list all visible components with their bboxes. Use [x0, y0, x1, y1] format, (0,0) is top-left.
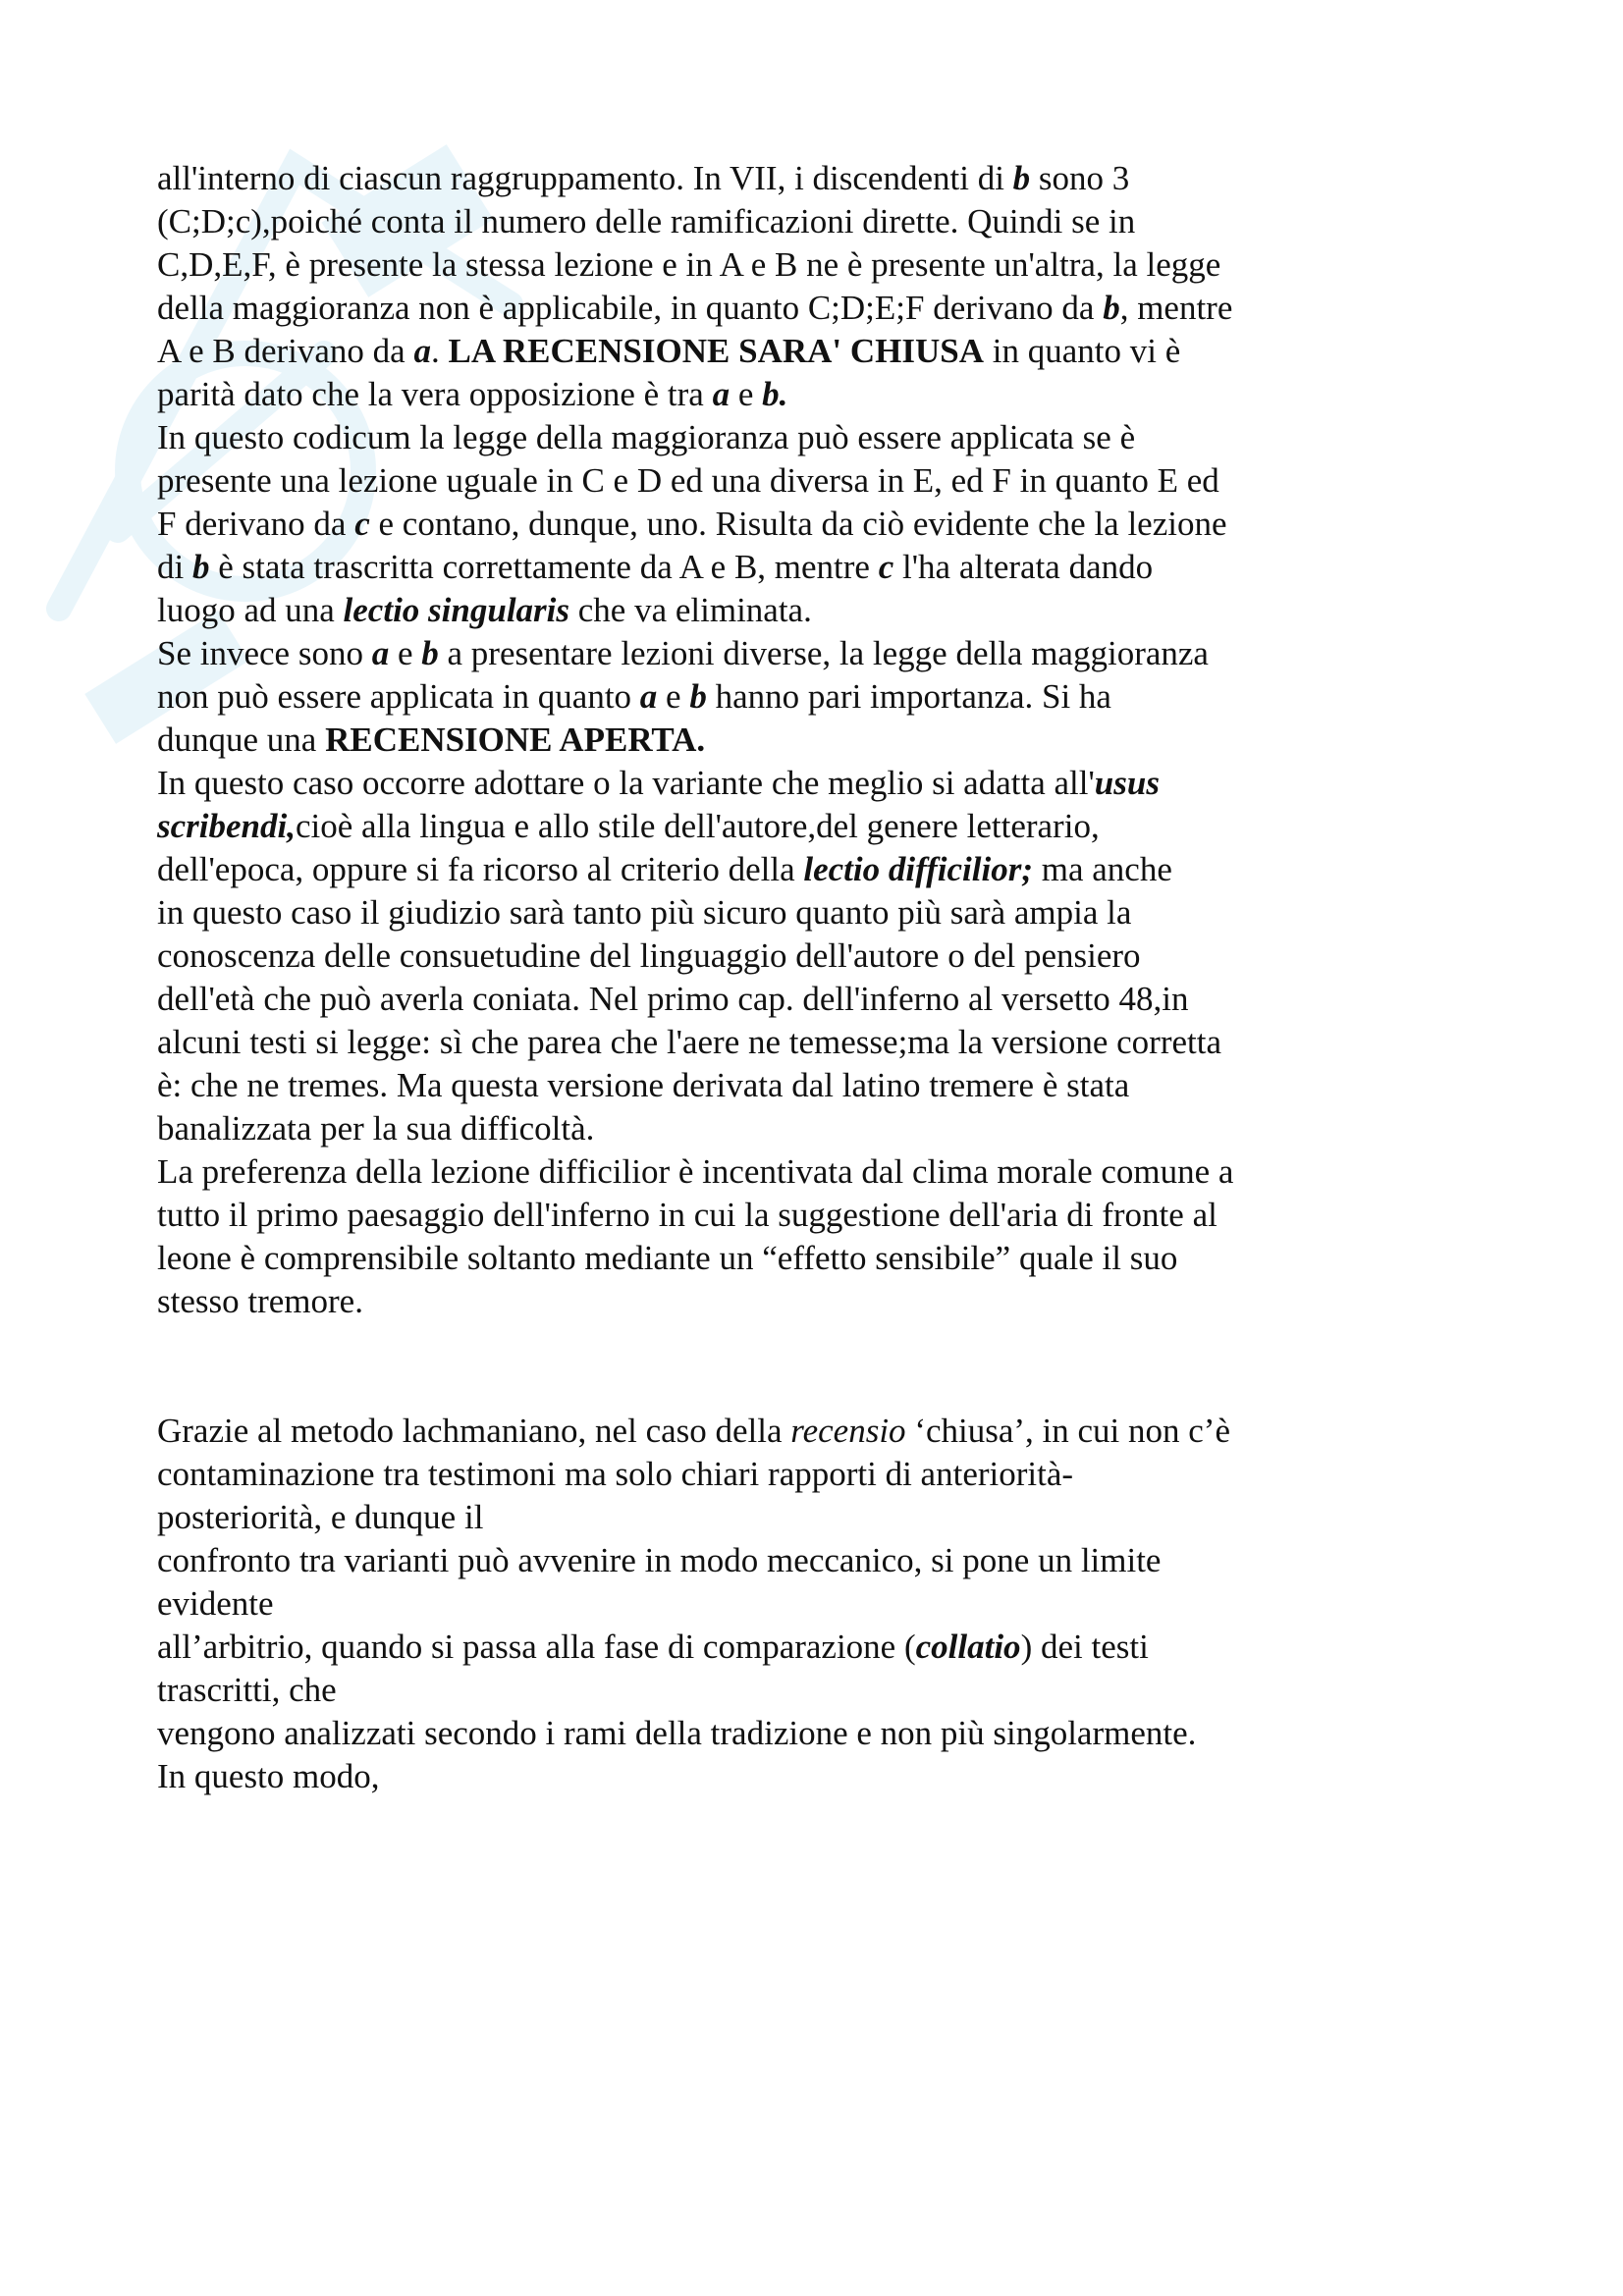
text-run: alcuni testi si legge: sì che parea che l'aere ne temesse;ma la versione corretta — [157, 1023, 1221, 1061]
text-line — [157, 1496, 1492, 1539]
emphasis-text: b — [1012, 159, 1031, 197]
text-line — [157, 1150, 1492, 1194]
text-line — [157, 1755, 1492, 1798]
text-run: vengono analizzati secondo i rami della tradizione e non più singolarmente. — [157, 1714, 1197, 1752]
text-run: ) dei testi — [1020, 1628, 1149, 1666]
emphasis-text: a — [712, 375, 730, 413]
text-run: contaminazione tra testimoni ma solo chiari rapporti di anteriorità- — [157, 1455, 1074, 1493]
text-line — [157, 1064, 1492, 1107]
text-line — [157, 978, 1492, 1021]
text-run: conoscenza delle consuetudine del linguaggio dell'autore o del pensiero — [157, 936, 1141, 975]
text-line — [157, 1237, 1492, 1280]
text-line — [157, 157, 1492, 200]
text-line — [157, 848, 1492, 891]
text-run: F derivano da — [157, 505, 355, 543]
emphasis-text: RECENSIONE APERTA. — [325, 721, 706, 759]
text-line — [157, 459, 1492, 503]
text-run: presente una lezione uguale in C e D ed una diversa in E, ed F in quanto E ed — [157, 461, 1219, 500]
text-line — [157, 1410, 1492, 1453]
text-run: cioè alla lingua e allo stile dell'autore,del genere letterario, — [295, 807, 1100, 845]
text-run: tutto il primo paesaggio dell'inferno in cui la suggestione dell'aria di fronte al — [157, 1196, 1217, 1234]
text-run: a presentare lezioni diverse, la legge della maggioranza — [438, 634, 1209, 672]
text-line — [157, 589, 1492, 632]
text-run: trascritti, che — [157, 1671, 337, 1709]
text-run: A e B derivano da — [157, 332, 414, 370]
text-run: In questo modo, — [157, 1757, 380, 1795]
text-line — [157, 934, 1492, 978]
text-run: Grazie al metodo lachmaniano, nel caso della — [157, 1412, 791, 1450]
text-run: dell'età che può averla coniata. Nel primo cap. dell'inferno al versetto 48,in — [157, 980, 1189, 1018]
text-line — [157, 1280, 1492, 1323]
text-line — [157, 287, 1492, 330]
text-line — [157, 373, 1492, 416]
emphasis-text: scribendi, — [157, 807, 296, 845]
text-run: La preferenza della lezione difficilior è incentivata dal clima morale comune a — [157, 1152, 1234, 1191]
text-line — [157, 675, 1492, 719]
emphasis-text: b — [421, 634, 439, 672]
text-run: hanno pari importanza. Si ha — [706, 677, 1111, 716]
paragraph-gap — [157, 1323, 1492, 1410]
emphasis-text: c — [878, 548, 894, 586]
text-run: all'interno di ciascun raggruppamento. In VII, i discendenti di — [157, 159, 1013, 197]
text-line — [157, 719, 1492, 762]
text-run: . — [430, 332, 449, 370]
text-run: stesso tremore. — [157, 1282, 363, 1320]
text-line — [157, 1712, 1492, 1755]
text-run: è: che ne tremes. Ma questa versione derivata dal latino tremere è stata — [157, 1066, 1130, 1104]
text-run: banalizzata per la sua difficoltà. — [157, 1109, 595, 1148]
emphasis-text: b — [1103, 289, 1120, 327]
text-run: C,D,E,F, è presente la stessa lezione e in A e B ne è presente un'altra, la legge — [157, 245, 1221, 284]
text-run: dunque una — [157, 721, 326, 759]
text-line — [157, 1107, 1492, 1150]
text-run: in quanto vi è — [984, 332, 1181, 370]
text-run: di — [157, 548, 192, 586]
text-run: , mentre — [1119, 289, 1233, 327]
text-run: e — [389, 634, 422, 672]
text-line — [157, 1582, 1492, 1626]
emphasis-text: lectio singularis — [343, 591, 570, 629]
paragraph-lachmann — [157, 1410, 1492, 1798]
text-line — [157, 1194, 1492, 1237]
text-run: evidente — [157, 1584, 274, 1623]
text-line — [157, 200, 1492, 243]
text-line — [157, 805, 1492, 848]
text-run: confronto tra varianti può avvenire in modo meccanico, si pone un limite — [157, 1541, 1162, 1579]
text-line — [157, 243, 1492, 287]
emphasis-text: b. — [762, 375, 788, 413]
text-run: in questo caso il giudizio sarà tanto più sicuro quanto più sarà ampia la — [157, 893, 1132, 932]
text-run: all’arbitrio, quando si passa alla fase di comparazione ( — [157, 1628, 916, 1666]
text-run: è stata trascritta correttamente da A e B, mentre — [209, 548, 879, 586]
text-run: l'ha alterata dando — [893, 548, 1154, 586]
text-run: e contano, dunque, uno. Risulta da ciò evidente che la lezione — [369, 505, 1227, 543]
text-run: sono 3 — [1030, 159, 1130, 197]
text-line — [157, 632, 1492, 675]
text-run: In questo caso occorre adottare o la variante che meglio si adatta all' — [157, 764, 1095, 802]
text-run: che va eliminata. — [569, 591, 812, 629]
text-run: In questo codicum la legge della maggioranza può essere applicata se è — [157, 418, 1136, 456]
text-line — [157, 330, 1492, 373]
text-run: dell'epoca, oppure si fa ricorso al criterio della — [157, 850, 804, 888]
text-run: ‘chiusa’, in cui non c’è — [905, 1412, 1230, 1450]
emphasis-text: lectio difficilior; — [803, 850, 1033, 888]
emphasis-text: usus — [1094, 764, 1160, 802]
text-run: parità dato che la vera opposizione è tra — [157, 375, 713, 413]
emphasis-text: c — [354, 505, 370, 543]
text-line — [157, 546, 1492, 589]
text-line — [157, 1021, 1492, 1064]
text-run: posteriorità, e dunque il — [157, 1498, 484, 1536]
text-line — [157, 1626, 1492, 1669]
text-run: leone è comprensibile soltanto mediante un “effetto sensibile” quale il suo — [157, 1239, 1178, 1277]
text-run: e — [730, 375, 763, 413]
text-line — [157, 1539, 1492, 1582]
text-line — [157, 891, 1492, 934]
text-run: della maggioranza non è applicabile, in quanto C;D;E;F derivano da — [157, 289, 1104, 327]
text-line — [157, 1669, 1492, 1712]
paragraph-recensione — [157, 157, 1492, 1323]
text-run: non può essere applicata in quanto — [157, 677, 640, 716]
emphasis-text: a — [413, 332, 431, 370]
emphasis-text: b — [191, 548, 210, 586]
text-run: (C;D;c),poiché conta il numero delle ramificazioni dirette. Quindi se in — [157, 202, 1136, 240]
document-body — [157, 157, 1492, 1798]
emphasis-text: collatio — [915, 1628, 1021, 1666]
emphasis-text: LA RECENSIONE SARA' CHIUSA — [448, 332, 985, 370]
emphasis-text: a — [371, 634, 390, 672]
text-run: luogo ad una — [157, 591, 344, 629]
text-run: e — [657, 677, 690, 716]
emphasis-text: b — [689, 677, 707, 716]
emphasis-text: a — [639, 677, 658, 716]
emphasis-text: recensio — [790, 1412, 906, 1450]
text-line — [157, 1453, 1492, 1496]
text-run: Se invece sono — [157, 634, 372, 672]
text-line — [157, 416, 1492, 459]
text-line — [157, 762, 1492, 805]
text-run: ma anche — [1033, 850, 1172, 888]
text-line — [157, 503, 1492, 546]
